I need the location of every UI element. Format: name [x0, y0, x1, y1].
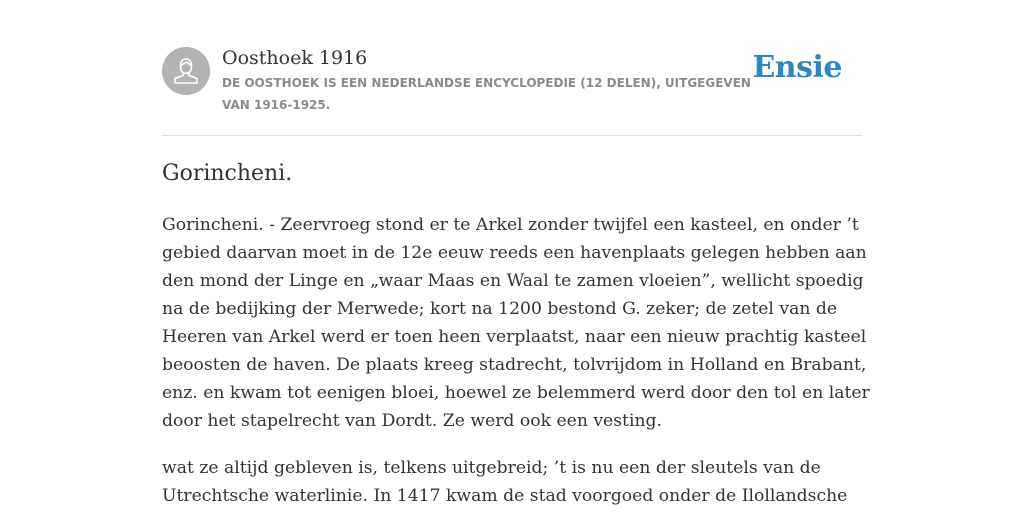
entry-paragraph [162, 454, 862, 510]
ensie-logo-link[interactable]: Ensie [752, 50, 842, 85]
header-divider [162, 135, 862, 136]
entry-paragraph [162, 211, 870, 435]
paragraph-line: gebied daarvan moet in de 12e eeuw reeds een havenplaats gelegen hebben aan [162, 243, 867, 263]
paragraph-line: wat ze altijd gebleven is, telkens uitgebreid; ’t is nu een der sleutels van de [162, 458, 821, 478]
paragraph-line: na de bedijking der Merwede; kort na 1200 bestond G. zeker; de zetel van de [162, 299, 838, 319]
entry-content [162, 211, 870, 512]
source-header [162, 46, 862, 116]
source-avatar[interactable] [162, 47, 210, 95]
paragraph-line: door het stapelrecht van Dordt. Ze werd ook een vesting. [162, 411, 662, 431]
paragraph-line: Utrechtsche waterlinie. In 1417 kwam de stad voorgoed onder de Ilollandsche [162, 486, 848, 506]
source-description: DE OOSTHOEK IS EEN NEDERLANDSE ENCYCLOPEDIE (12 DELEN), UITGEGEVEN VAN 1916-1925. [222, 76, 751, 112]
user-silhouette-icon [162, 47, 210, 95]
entry-title: Gorincheni. [162, 161, 293, 186]
paragraph-line: Gorincheni. - Zeervroeg stond er te Arkel zonder twijfel een kasteel, en onder ’t [162, 215, 859, 235]
paragraph-line: den mond der Linge en „waar Maas en Waal te zamen vloeien”, wellicht spoedig [162, 271, 864, 291]
paragraph-line: enz. en kwam tot eenigen bloei, hoewel ze belemmerd werd door den tol en later [162, 383, 870, 403]
source-title[interactable]: Oosthoek 1916 [222, 47, 368, 69]
paragraph-line: Heeren van Arkel werd er toen heen verplaatst, naar een nieuw prachtig kasteel [162, 327, 867, 347]
paragraph-line: beoosten de haven. De plaats kreeg stadrecht, tolvrijdom in Holland en Brabant, [162, 355, 867, 375]
